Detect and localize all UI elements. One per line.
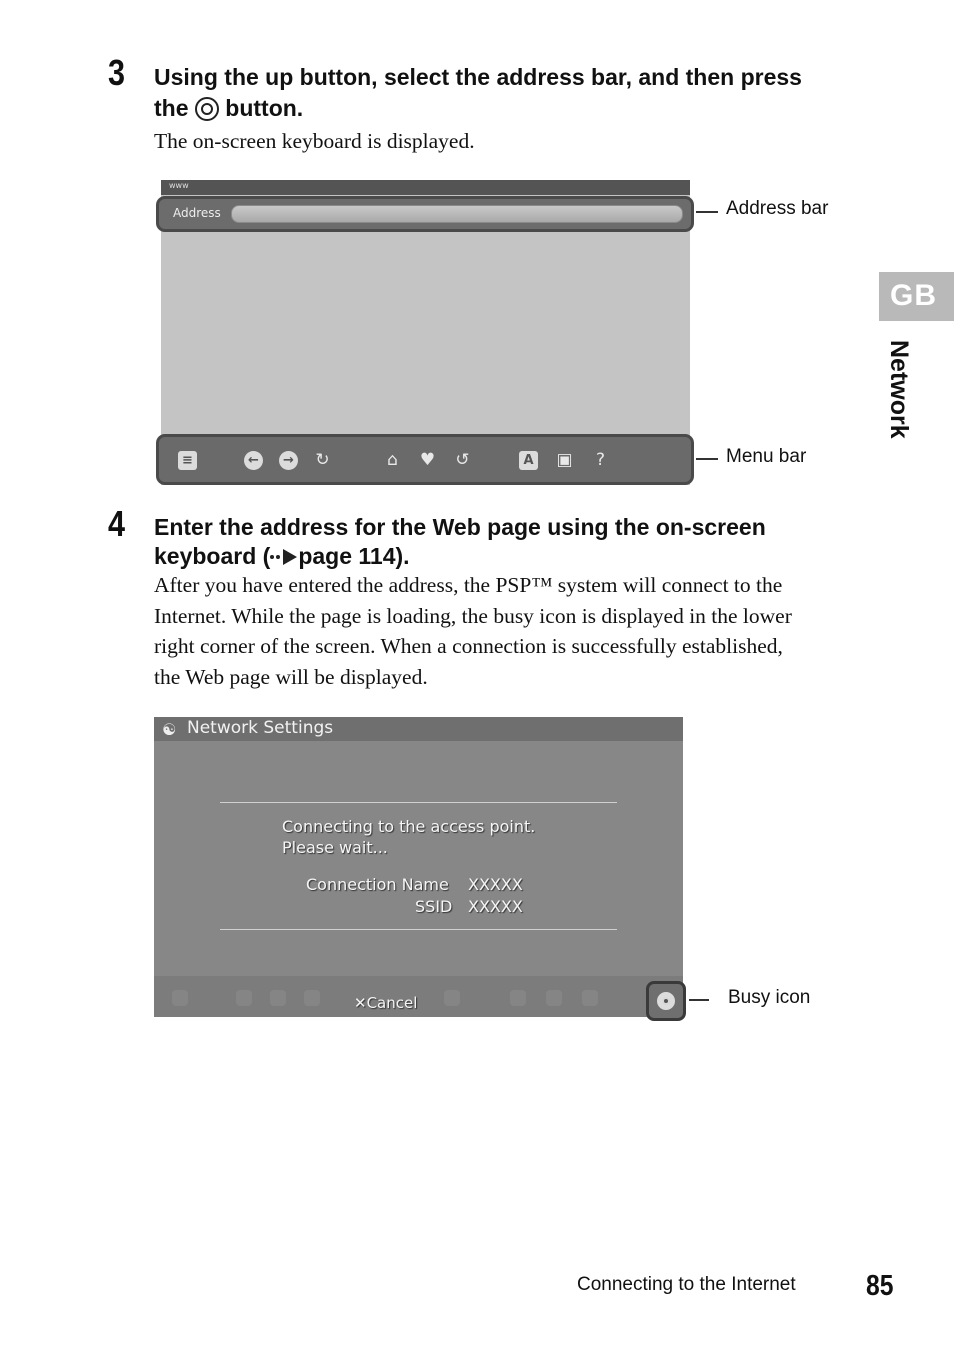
dialog-top-rule [220, 802, 617, 803]
address-bar-leader [696, 211, 718, 213]
busy-icon [657, 992, 675, 1010]
step-3-body: The on-screen keyboard is displayed. [154, 129, 475, 153]
cancel-button[interactable] [354, 994, 417, 1012]
connection-name-value: XXXXX [468, 875, 523, 894]
step-3-heading-line1: Using the up button, select the address bar, and then press [154, 64, 802, 90]
footer-section-title: Connecting to the Internet [577, 1274, 796, 1295]
step-4-body [154, 570, 874, 692]
home-icon[interactable]: ⌂ [387, 450, 398, 470]
please-wait-message: Please wait... [282, 838, 388, 857]
help-icon[interactable]: ? [595, 450, 606, 470]
dialog-bottom-rule [220, 929, 617, 930]
step-4-heading-post: page 114). [298, 543, 410, 569]
step-3-heading-pre: the [154, 95, 189, 121]
back-icon[interactable]: ← [244, 451, 263, 470]
address-label: Address [173, 206, 221, 220]
network-settings-screenshot [154, 717, 683, 1017]
connecting-message: Connecting to the access point. [282, 817, 536, 836]
ssid-value: XXXXX [468, 897, 523, 916]
language-label: GB [890, 279, 937, 312]
step-4-heading-line2 [154, 542, 874, 571]
menu-bar [156, 434, 694, 485]
tools-icon[interactable]: ▣ [556, 450, 573, 470]
menu-bar-callout: Menu bar [726, 446, 807, 467]
step-4-body-line: right corner of the screen. When a connection is successfully established, [154, 634, 783, 658]
dimmed-menu-bar [154, 976, 683, 1017]
step-4-heading-line1: Enter the address for the Web page using the on-screen [154, 514, 766, 540]
circle-button-icon [195, 97, 219, 121]
busy-icon-highlight [646, 981, 686, 1021]
step-4-heading-pre: keyboard ( [154, 543, 271, 569]
busy-icon-callout: Busy icon [728, 987, 811, 1008]
menu-list-icon[interactable]: ≡ [178, 451, 197, 470]
address-bar-callout: Address bar [726, 198, 829, 219]
busy-icon-leader [689, 999, 709, 1001]
step-4-heading [154, 513, 874, 571]
cancel-label: Cancel [366, 994, 418, 1012]
reload-icon[interactable]: ↻ [315, 450, 330, 470]
step-4-body-line: the Web page will be displayed. [154, 664, 428, 689]
cross-icon: ✕ [354, 994, 367, 1012]
browser-top-strip [161, 180, 690, 195]
address-bar[interactable] [156, 196, 694, 232]
connection-name-label: Connection Name [306, 875, 449, 894]
network-globe-icon: ☯ [162, 720, 177, 739]
page-number: 85 [866, 1270, 894, 1302]
step-3-number: 3 [108, 52, 126, 93]
step-4-body-line: Internet. While the page is loading, the busy icon is displayed in the lower [154, 603, 792, 628]
screen-title: Network Settings [187, 718, 334, 738]
forward-icon[interactable]: → [279, 451, 298, 470]
history-icon[interactable]: ↺ [455, 450, 470, 470]
step-3-heading-line2 [154, 93, 874, 124]
step-4-body-line: After you have entered the address, the PSP™ system will connect to the [154, 573, 783, 597]
www-label: www [169, 181, 189, 190]
step-3-heading-post: button. [225, 95, 304, 121]
menu-bar-leader [696, 458, 718, 460]
title-bar [154, 717, 683, 741]
page-reference-arrow-icon [270, 548, 298, 566]
address-input[interactable] [231, 205, 683, 223]
ssid-label: SSID [415, 897, 453, 916]
bookmark-icon[interactable]: ♥ [419, 450, 436, 470]
step-4-number: 4 [108, 503, 126, 544]
step-3-heading [154, 62, 874, 124]
section-tab-label: Network [885, 340, 913, 439]
text-size-icon[interactable]: A [519, 451, 538, 470]
